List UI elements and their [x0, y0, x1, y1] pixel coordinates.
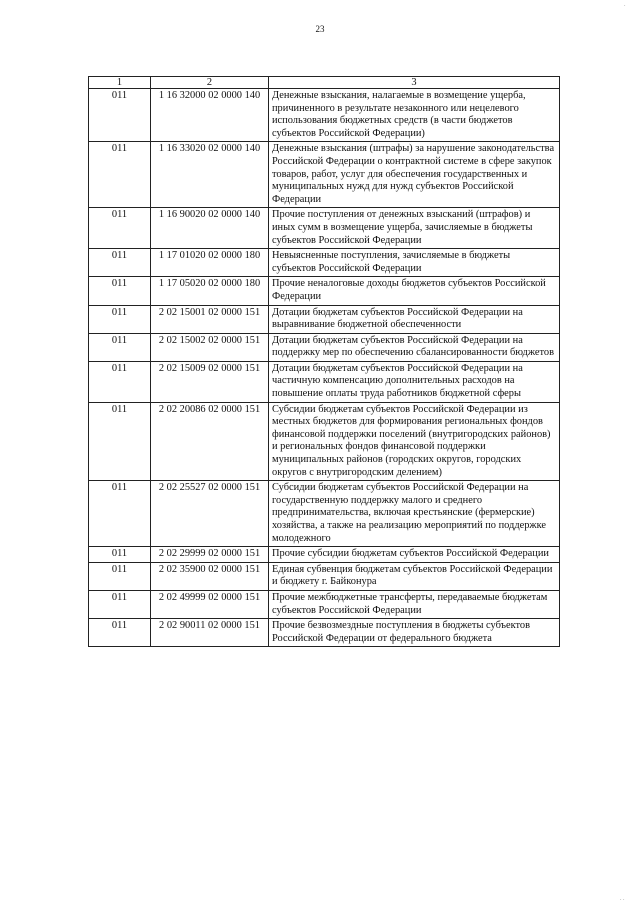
- table-row: [89, 277, 560, 305]
- budget-classification-code-cell: 2 02 49999 02 0000 151: [151, 590, 269, 618]
- page-number: 23: [315, 24, 325, 34]
- table-row: [89, 590, 560, 618]
- table-row: [89, 333, 560, 361]
- table-row: [89, 89, 560, 142]
- budget-revenue-table: [88, 76, 560, 647]
- column-header-2: 2: [151, 77, 269, 89]
- revenue-name-cell: Субсидии бюджетам субъектов Российской Федерации на государственную поддержку малого и среднего предпринимательства, включая крестьянские (фермерские) хозяйства, а также на реализацию мероприятий по поддержке молодежного: [269, 481, 560, 547]
- revenue-name-cell: Прочие поступления от денежных взысканий (штрафов) и иных сумм в возмещение ущерба, зачисляемые в бюджеты субъектов Российской Федерации: [269, 208, 560, 249]
- administrator-code-cell: 011: [89, 333, 151, 361]
- table-row: [89, 208, 560, 249]
- revenue-name-cell: Дотации бюджетам субъектов Российской Федерации на частичную компенсацию дополнительных расходов на повышение оплаты труда работников бюджетной сферы: [269, 361, 560, 402]
- administrator-code-cell: 011: [89, 208, 151, 249]
- table-row: [89, 142, 560, 208]
- administrator-code-cell: 011: [89, 590, 151, 618]
- table-header-row: [89, 77, 560, 89]
- budget-classification-code-cell: 2 02 15001 02 0000 151: [151, 305, 269, 333]
- table-row: [89, 402, 560, 481]
- revenue-name-cell: Единая субвенция бюджетам субъектов Российской Федерации и бюджету г. Байконура: [269, 562, 560, 590]
- budget-classification-code-cell: 2 02 15009 02 0000 151: [151, 361, 269, 402]
- budget-classification-code-cell: 1 17 01020 02 0000 180: [151, 249, 269, 277]
- table-row: [89, 305, 560, 333]
- budget-classification-code-cell: 2 02 20086 02 0000 151: [151, 402, 269, 481]
- column-header-1: 1: [89, 77, 151, 89]
- column-header-3: 3: [269, 77, 560, 89]
- table-row: [89, 562, 560, 590]
- revenue-name-cell: Прочие неналоговые доходы бюджетов субъектов Российской Федерации: [269, 277, 560, 305]
- revenue-name-cell: Невыясненные поступления, зачисляемые в бюджеты субъектов Российской Федерации: [269, 249, 560, 277]
- revenue-name-cell: Дотации бюджетам субъектов Российской Федерации на выравнивание бюджетной обеспеченности: [269, 305, 560, 333]
- budget-classification-code-cell: 2 02 29999 02 0000 151: [151, 547, 269, 563]
- administrator-code-cell: 011: [89, 481, 151, 547]
- revenue-name-cell: Денежные взыскания (штрафы) за нарушение законодательства Российской Федерации о контрактной системе в сфере закупок товаров, работ, услуг для обеспечения государственных и муниципальных нужд для нужд субъектов Российской Федерации: [269, 142, 560, 208]
- scan-mark: . .: [620, 896, 625, 902]
- budget-classification-code-cell: 2 02 25527 02 0000 151: [151, 481, 269, 547]
- table-row: [89, 249, 560, 277]
- administrator-code-cell: 011: [89, 89, 151, 142]
- administrator-code-cell: 011: [89, 305, 151, 333]
- budget-classification-code-cell: 1 16 32000 02 0000 140: [151, 89, 269, 142]
- revenue-name-cell: Дотации бюджетам субъектов Российской Федерации на поддержку мер по обеспечению сбалансированности бюджетов: [269, 333, 560, 361]
- table-row: [89, 547, 560, 563]
- administrator-code-cell: 011: [89, 562, 151, 590]
- revenue-name-cell: Субсидии бюджетам субъектов Российской Федерации из местных бюджетов для формирования региональных фондов финансовой поддержки поселений (внутригородских районов) и региональных фондов финансовой поддержки муниципальных районов (городских округов, городских округов с внутригородским делением): [269, 402, 560, 481]
- table-row: [89, 361, 560, 402]
- budget-classification-code-cell: 2 02 35900 02 0000 151: [151, 562, 269, 590]
- administrator-code-cell: 011: [89, 249, 151, 277]
- administrator-code-cell: 011: [89, 277, 151, 305]
- budget-classification-code-cell: 1 16 90020 02 0000 140: [151, 208, 269, 249]
- table-body: [89, 89, 560, 647]
- budget-classification-code-cell: 2 02 90011 02 0000 151: [151, 619, 269, 647]
- administrator-code-cell: 011: [89, 142, 151, 208]
- budget-classification-code-cell: 1 17 05020 02 0000 180: [151, 277, 269, 305]
- table-row: [89, 481, 560, 547]
- revenue-name-cell: Прочие субсидии бюджетам субъектов Российской Федерации: [269, 547, 560, 563]
- table-row: [89, 619, 560, 647]
- administrator-code-cell: 011: [89, 402, 151, 481]
- revenue-name-cell: Прочие межбюджетные трансферты, передаваемые бюджетам субъектов Российской Федерации: [269, 590, 560, 618]
- administrator-code-cell: 011: [89, 619, 151, 647]
- administrator-code-cell: 011: [89, 361, 151, 402]
- budget-classification-code-cell: 2 02 15002 02 0000 151: [151, 333, 269, 361]
- revenue-name-cell: Прочие безвозмездные поступления в бюджеты субъектов Российской Федерации от федерального бюджета: [269, 619, 560, 647]
- scan-mark: .: [624, 2, 626, 8]
- revenue-name-cell: Денежные взыскания, налагаемые в возмещение ущерба, причиненного в результате незаконного или нецелевого использования бюджетных средств (в части бюджетов субъектов Российской Федерации): [269, 89, 560, 142]
- administrator-code-cell: 011: [89, 547, 151, 563]
- budget-classification-code-cell: 1 16 33020 02 0000 140: [151, 142, 269, 208]
